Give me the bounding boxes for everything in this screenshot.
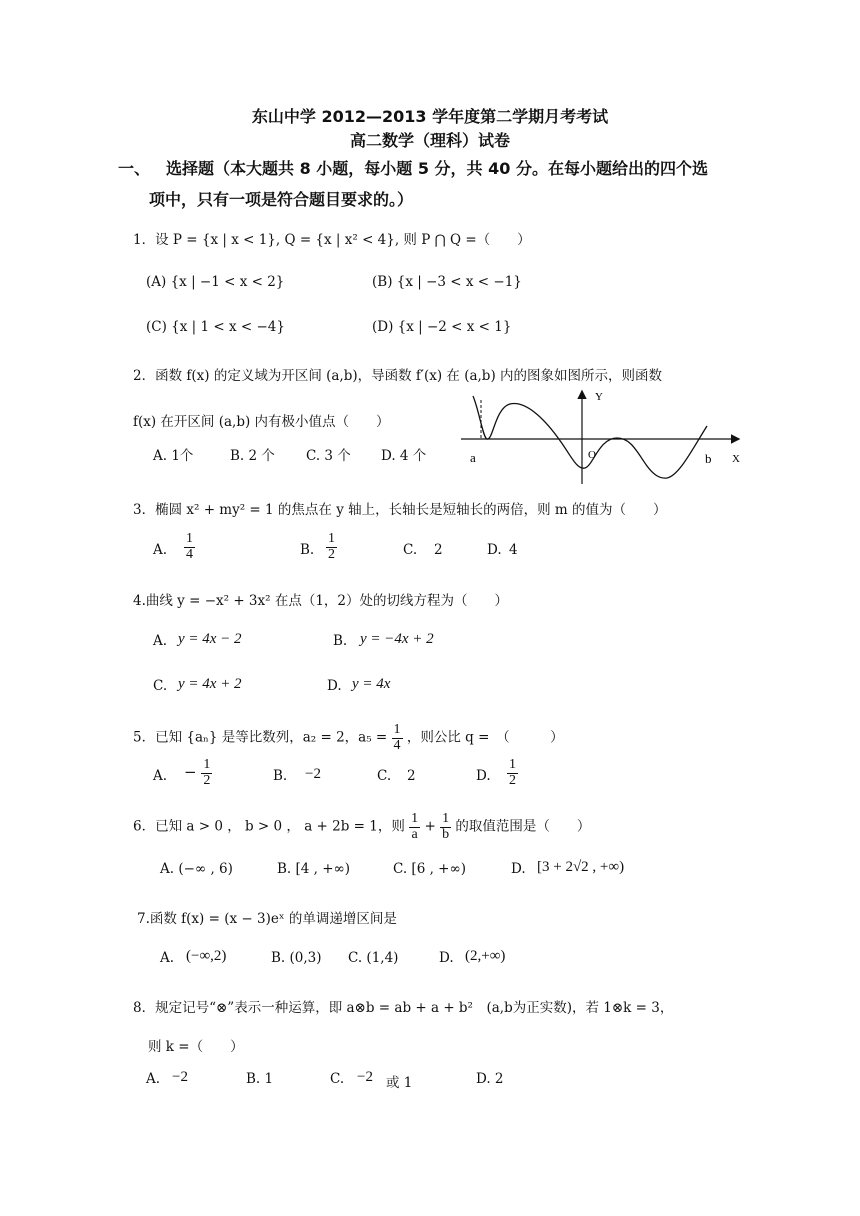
fraction-denominator: 4: [186, 546, 193, 562]
question-4-stem: 4.曲线 y = −x² + 3x² 在点（1，2）处的切线方程为（ ）: [133, 593, 509, 609]
question-7-option-a-letter: A.: [160, 950, 175, 966]
question-3-option-d-letter: D.: [487, 542, 502, 558]
question-8-option-d: D. 2: [476, 1071, 504, 1087]
y-axis-label: Y: [595, 391, 603, 403]
question-3-option-c-letter: C.: [403, 542, 418, 558]
origin-label: O: [588, 449, 596, 461]
question-4-option-c-letter: C.: [153, 678, 168, 694]
fraction-denominator: a: [411, 826, 418, 842]
question-7-stem: 7.函数 f(x) = (x − 3)eˣ 的单调递增区间是: [137, 911, 397, 927]
question-8-option-c-letter: C.: [330, 1071, 345, 1087]
fraction-numerator: 1: [186, 531, 193, 546]
question-6-option-a: A. (−∞ , 6): [160, 861, 233, 877]
question-6-stem-b: 的取值范围是（ ）: [455, 818, 591, 835]
question-3-stem: 3．椭圆 x² + my² = 1 的焦点在 y 轴上，长轴长是短轴长的两倍，则 m 的值为（ ）: [133, 502, 667, 518]
question-7-option-b: B. (0,3): [271, 950, 322, 966]
question-6-stem-a: 6．已知 a > 0 ， b > 0 ， a + 2b = 1，则: [133, 818, 405, 835]
question-8-option-b: B. 1: [246, 1071, 274, 1087]
question-4-option-c-value: y = 4x + 2: [178, 676, 242, 692]
question-3-option-a-letter: A.: [153, 542, 168, 558]
question-5-option-b-value: −2: [305, 766, 321, 782]
question-2-stem-line2: f(x) 在开区间 (a,b) 内有极小值点（ ）: [133, 414, 390, 430]
question-8-stem-line2: 则 k =（ ）: [148, 1039, 244, 1055]
fraction-numerator: 1: [393, 722, 401, 737]
fraction-numerator: 1: [203, 757, 211, 772]
question-3-option-b-value: [326, 532, 337, 562]
fraction-denominator: 4: [393, 737, 401, 753]
question-6-option-d-letter: D.: [511, 861, 526, 877]
section-instructions-line1: 选择题（本大题共 8 小题，每小题 5 分，共 40 分。在每小题给出的四个选: [166, 159, 708, 178]
question-7-option-a-value: (−∞,2): [186, 948, 227, 964]
question-5-stem: [133, 723, 564, 753]
derivative-graph: [455, 386, 750, 486]
question-2-option-a: A. 1个: [153, 448, 194, 464]
question-4-option-a-value: y = 4x − 2: [178, 631, 242, 647]
minus-sign: −: [184, 763, 197, 782]
question-8-option-a-value: −2: [172, 1069, 188, 1085]
fraction-numerator: 1: [411, 811, 419, 826]
question-5-option-c-letter: C.: [377, 768, 392, 784]
fraction-denominator: b: [442, 826, 450, 842]
question-4-option-d-value: y = 4x: [352, 676, 391, 692]
question-7-option-c: C. (1,4): [348, 950, 399, 966]
question-8-option-a-letter: A.: [146, 1071, 161, 1087]
question-6-option-b: B. [4 , +∞): [277, 861, 351, 877]
question-4-option-b-value: y = −4x + 2: [360, 631, 434, 647]
derivative-curve: [473, 396, 707, 478]
fraction-numerator: 1: [328, 531, 335, 546]
question-5-option-b-letter: B.: [273, 768, 288, 784]
question-2-option-c: C. 3 个: [306, 448, 351, 464]
section-number: 一、: [118, 159, 151, 178]
plus-sign: +: [424, 818, 436, 835]
question-5-option-a-value: [184, 758, 212, 788]
question-1-option-c: (C) {x | 1 < x < −4}: [146, 319, 285, 335]
left-endpoint-label: a: [470, 450, 476, 465]
question-7-option-d-value: (2,+∞): [465, 948, 506, 964]
question-7-option-d-letter: D.: [439, 950, 454, 966]
question-3-option-d-value: 4: [509, 542, 518, 558]
question-3-option-c-value: 2: [434, 542, 443, 558]
question-3-option-a-value: [184, 532, 195, 562]
question-5-option-a-letter: A.: [153, 768, 168, 784]
question-1-option-d: (D) {x | −2 < x < 1}: [372, 319, 512, 335]
question-5-option-c-value: 2: [407, 768, 416, 784]
exam-subtitle: 高二数学（理科）试卷: [349, 131, 510, 150]
question-8-stem-line1: 8．规定记号“⊗”表示一种运算，即 a⊗b = ab + a + b² (a,b为正实数)，若 1⊗k = 3，: [133, 1000, 674, 1016]
exam-title: 东山中学 2012—2013 学年度第二学期月考考试: [251, 107, 609, 126]
question-6-stem: [133, 812, 590, 842]
question-6-option-c: C. [6 , +∞): [393, 861, 466, 877]
question-8-option-c-value: −2: [357, 1069, 373, 1085]
question-3-option-b-letter: B.: [300, 542, 315, 558]
question-4-option-d-letter: D.: [327, 678, 342, 694]
question-1-option-b: (B) {x | −3 < x < −1}: [372, 274, 522, 290]
question-2-stem-line1: 2．函数 f(x) 的定义域为开区间 (a,b)，导函数 f′(x) 在 (a,b) 内的图象如图所示，则函数: [133, 368, 663, 384]
question-2-option-b: B. 2 个: [230, 448, 275, 464]
question-5-stem-b: ，则公比 q = （ ）: [406, 729, 564, 746]
question-1-option-a: (A) {x | −1 < x < 2}: [146, 274, 285, 290]
section-instructions-line2: 项中，只有一项是符合题目要求的。）: [149, 190, 414, 209]
question-4-option-a-letter: A.: [153, 633, 168, 649]
question-5-option-d-letter: D.: [476, 768, 491, 784]
x-axis-label: X: [732, 453, 740, 465]
fraction-denominator: 2: [203, 772, 211, 788]
right-endpoint-label: b: [705, 451, 712, 466]
question-5-option-d-value: [507, 758, 518, 788]
fraction-denominator: 2: [509, 772, 516, 788]
question-4-option-b-letter: B.: [333, 633, 348, 649]
question-8-option-c-suffix: 或 1: [386, 1075, 413, 1091]
fraction-denominator: 2: [328, 546, 335, 562]
question-2-option-d: D. 4 个: [381, 448, 427, 464]
fraction-numerator: 1: [509, 757, 516, 772]
question-6-option-d-value: [3 + 2√2 , +∞): [537, 859, 625, 875]
question-5-stem-a: 5．已知 {aₙ} 是等比数列，a₂ = 2，a₅ =: [133, 729, 388, 746]
question-1-stem: 1．设 P = {x | x < 1}, Q = {x | x² < 4}, 则 P ⋂ Q =（ ）: [133, 232, 531, 248]
fraction-numerator: 1: [442, 811, 450, 826]
